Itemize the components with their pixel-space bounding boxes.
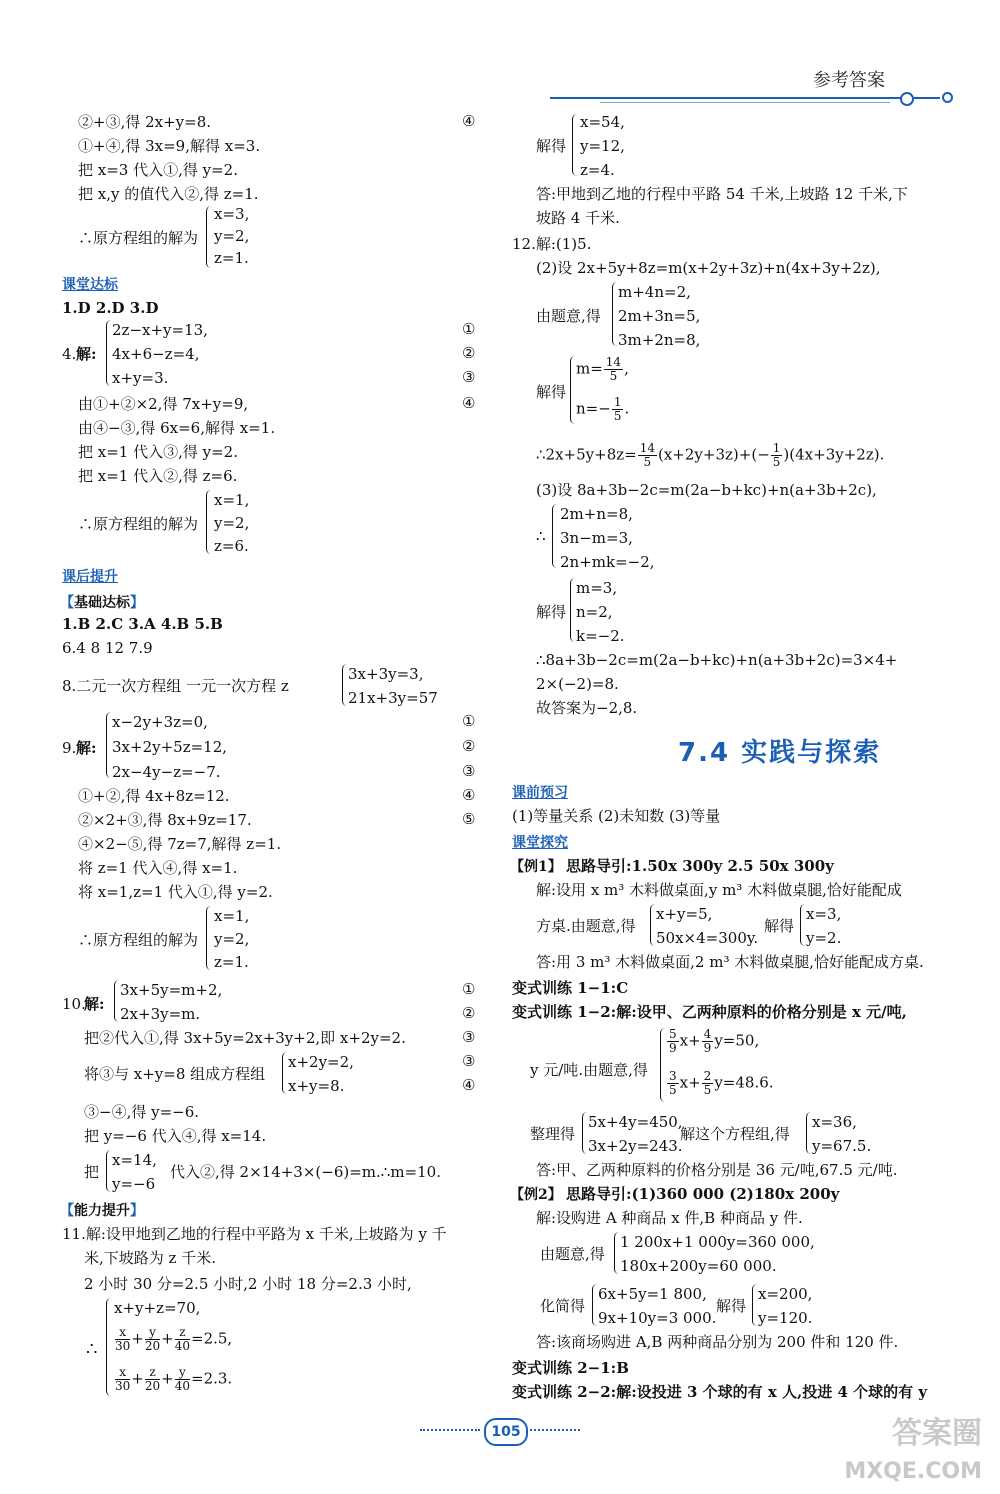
section-title: 7.4 实践与探索 <box>678 738 882 768</box>
solution-line: x=14, <box>112 1151 157 1169</box>
text-line: 由①+②×2,得 7x+y=9, <box>78 395 249 413</box>
result-line: ∴2x+5y+8z= $\frac{14}{5}$ (x+2y+3z)+(− $\frac{1}{5}$ )(4x+3y+2z). <box>536 441 885 469</box>
subsection-tag: 【基础达标】 <box>60 595 144 611</box>
equation-line: $\frac{x}{30}$ + $\frac{y}{20}$ + $\frac{z}{40}$ =2.5, <box>115 1325 233 1353</box>
brace <box>552 504 558 568</box>
eq-number: ④ <box>462 1076 476 1094</box>
text-line: 将③与 x+y=8 组成方程组 <box>84 1065 266 1083</box>
solution-line: n=2, <box>576 603 613 621</box>
text-line: y 元/吨.由题意,得 <box>530 1061 648 1079</box>
fraction: $\frac{1}{5}$ <box>772 441 781 469</box>
solution-line: n=− $\frac{1}{5}$ . <box>576 395 630 423</box>
eq-number: ③ <box>462 1052 476 1070</box>
equation-line: 1 200x+1 000y=360 000, <box>620 1233 815 1251</box>
equation-line: x+2y=2, <box>288 1053 354 1071</box>
equation-line: 3n−m=3, <box>560 529 633 547</box>
text-line: ④×2−⑤,得 7z=7,解得 z=1. <box>78 835 282 853</box>
question-number: 9. <box>62 739 77 757</box>
text-line: ①+④,得 3x=9,解得 x=3. <box>78 137 261 155</box>
text-line: 变式训练 1−2:解:设甲、乙两种原料的价格分别是 x 元/吨, <box>512 1003 907 1021</box>
solution-line: z=6. <box>214 537 249 555</box>
question-number: 4. <box>62 345 77 363</box>
solution-line: x=1, <box>214 491 250 509</box>
solution-line: x=200, <box>758 1285 813 1303</box>
solution-line: y=12, <box>580 137 625 155</box>
fraction: $\frac{x}{30}$ <box>115 1325 131 1353</box>
text-line: 由题意,得 <box>536 307 601 325</box>
section-heading: 课堂达标 <box>62 277 118 293</box>
text-line: 把 x=3 代入①,得 y=2. <box>78 161 238 179</box>
solution-line: y=2, <box>214 227 250 245</box>
footer-dotted-rule <box>420 1429 480 1431</box>
text-line: 整理得 <box>530 1125 576 1143</box>
fraction: $\frac{x}{30}$ <box>115 1365 131 1393</box>
eq-number: ② <box>462 344 476 362</box>
eq-number: ④ <box>462 394 476 412</box>
solution-line: x=36, <box>812 1113 857 1131</box>
therefore-symbol: ∴ <box>86 1339 98 1360</box>
question-number: 10. <box>62 995 86 1013</box>
fraction: $\frac{z}{40}$ <box>174 1325 190 1353</box>
answer-line: 1.D 2.D 3.D <box>62 299 159 317</box>
text-line: 米,下坡路为 z 千米. <box>84 1249 216 1267</box>
text-line: 思路导引:1.50x 300y 2.5 50x 300y <box>566 857 834 875</box>
equation-line: x−2y+3z=0, <box>112 713 208 731</box>
eq-number: ④ <box>462 786 476 804</box>
solution-line: k=−2. <box>576 627 625 645</box>
example-tag: 【例1】 <box>510 859 562 875</box>
solution-label: 解: <box>76 345 97 363</box>
text-line: 把 y=−6 代入④,得 x=14. <box>84 1127 267 1145</box>
text-line: 变式训练 2−2:解:设投进 3 个球的有 x 人,投进 4 个球的有 y <box>512 1383 928 1401</box>
text-line: 方桌.由题意,得 <box>536 917 636 935</box>
text-line: ∴原方程组的解为 <box>78 229 199 247</box>
fraction: $\frac{14}{5}$ <box>605 355 622 383</box>
text-line: ∴原方程组的解为 <box>78 931 199 949</box>
text-line: 故答案为−2,8. <box>536 699 638 717</box>
text-line: 把 x=1 代入③,得 y=2. <box>78 443 238 461</box>
text-line: 解得 <box>764 917 795 935</box>
eq-number: ④ <box>462 112 476 130</box>
text-line: 思路导引:(1)360 000 (2)180x 200y <box>566 1185 840 1203</box>
header-rule <box>550 97 940 99</box>
solution-line: y=2. <box>806 929 842 947</box>
text-line: 由题意,得 <box>540 1245 605 1263</box>
equation-line: 5x+4y=450, <box>588 1113 683 1131</box>
solution-line: z=1. <box>214 249 249 267</box>
equation-line: 6x+5y=1 800, <box>598 1285 707 1303</box>
equation-line: 2z−x+y=13, <box>112 321 208 339</box>
subsection-tag-label: 能力提升 <box>74 1203 130 1219</box>
fraction: $\frac{z}{20}$ <box>144 1365 161 1393</box>
eq-number: ⑤ <box>462 810 476 828</box>
text-line: 答:甲地到乙地的行程中平路 54 千米,上坡路 12 千米,下 <box>536 185 908 203</box>
text-line: 将 x=1,z=1 代入①,得 y=2. <box>78 883 273 901</box>
equation-line: x+y=3. <box>112 369 169 387</box>
equation-line: x+y=8. <box>288 1077 345 1095</box>
solution-label: 解: <box>84 995 105 1013</box>
section-heading: 课堂探究 <box>512 835 568 851</box>
equation-line: 3x+2y+5z=12, <box>112 738 228 756</box>
text-line: 把 <box>84 1163 100 1181</box>
text-line: ∴8a+3b−2c=m(2a−b+kc)+n(a+3b+2c)=3×4+ <box>536 651 898 669</box>
fraction: $\frac{1}{5}$ <box>613 395 622 423</box>
solution-line: x=3, <box>214 205 250 223</box>
equation-line: 21x+3y=57 <box>348 689 438 707</box>
text-line: 把 x=1 代入②,得 z=6. <box>78 467 238 485</box>
solution-line: y=−6 <box>112 1175 156 1193</box>
equation-line: $\frac{x}{30}$ + $\frac{z}{20}$ + $\frac{y}{40}$ =2.3. <box>115 1365 233 1393</box>
subsection-tag-label: 基础达标 <box>74 595 130 611</box>
equation-line: x+y+z=70, <box>114 1299 201 1317</box>
equation-line: $\frac{5}{9}$ x+ $\frac{4}{9}$ y=50, <box>669 1027 760 1055</box>
brace <box>206 206 212 268</box>
brace <box>106 1298 112 1396</box>
eq-number: ③ <box>462 1028 476 1046</box>
solution-line: x=54, <box>580 113 625 131</box>
equation-line: 4x+6−z=4, <box>112 345 200 363</box>
text-line: 2 小时 30 分=2.5 小时,2 小时 18 分=2.3 小时, <box>84 1275 412 1293</box>
solution-line: z=1. <box>214 953 249 971</box>
equation-line: 2n+mk=−2, <box>560 553 655 571</box>
text-line: 11.解:设甲地到乙地的行程中平路为 x 千米,上坡路为 y 千 <box>62 1225 447 1243</box>
fraction: $\frac{y}{20}$ <box>144 1325 161 1353</box>
text-line: 由④−③,得 6x=6,解得 x=1. <box>78 419 276 437</box>
text-line: 把②代入①,得 3x+5y=2x+3y+2,即 x+2y=2. <box>84 1029 406 1047</box>
solution-line: z=4. <box>580 161 615 179</box>
text-line: 化简得 <box>540 1297 586 1315</box>
text-line: 解这个方程组,得 <box>680 1125 790 1143</box>
eq-number: ③ <box>462 762 476 780</box>
section-heading: 课后提升 <box>62 569 118 585</box>
text-line: 将 z=1 代入④,得 x=1. <box>78 859 238 877</box>
text-line: ②+③,得 2x+y=8. <box>78 113 212 131</box>
equation-line: 9x+10y=3 000. <box>598 1309 717 1327</box>
equation-line: 2m+3n=5, <box>618 307 701 325</box>
text-line: 解:设购进 A 种商品 x 件,B 种商品 y 件. <box>536 1209 803 1227</box>
text-line: 2×(−2)=8. <box>536 675 619 693</box>
text-line: 变式训练 1−1:C <box>512 979 629 997</box>
text-line: (3)设 8a+3b−2c=m(2a−b+kc)+n(a+3b+2c), <box>536 481 877 499</box>
text-line: 解得 <box>716 1297 747 1315</box>
watermark-logo: 答案圈 <box>892 1416 982 1451</box>
fraction: $\frac{2}{5}$ <box>703 1069 712 1097</box>
answer-line: 8.二元一次方程组 一元一次方程 z <box>62 677 289 695</box>
text-line: 解得 <box>536 383 567 401</box>
header-ornament-dot <box>900 92 914 106</box>
equation-line: x+y=5, <box>656 905 713 923</box>
eq-number: ② <box>462 1004 476 1022</box>
brace <box>206 906 212 970</box>
answer-line: 6.4 8 12 7.9 <box>62 639 153 657</box>
subsection-tag: 【能力提升】 <box>60 1203 144 1219</box>
fraction: $\frac{4}{9}$ <box>703 1027 712 1055</box>
header-ornament-dot <box>942 92 953 103</box>
equation-line: 2x−4y−z=−7. <box>112 763 221 781</box>
text-line: ③−④,得 y=−6. <box>84 1103 200 1121</box>
therefore-symbol: ∴ <box>536 527 546 545</box>
solution-line: y=67.5. <box>812 1137 872 1155</box>
brace <box>572 114 578 176</box>
text-line: 答:该商场购进 A,B 两种商品分别为 200 件和 120 件. <box>536 1333 899 1351</box>
text-line: 把 x,y 的值代入②,得 z=1. <box>78 185 259 203</box>
answer-line: 1.B 2.C 3.A 4.B 5.B <box>62 615 223 633</box>
solution-line: x=3, <box>806 905 842 923</box>
header-rule-secondary <box>600 102 890 103</box>
equation-line: 3x+3y=3, <box>348 665 424 683</box>
solution-line: y=2, <box>214 514 250 532</box>
equation-line: 3x+2y=243. <box>588 1137 683 1155</box>
fraction: $\frac{y}{40}$ <box>174 1365 190 1393</box>
solution-line: y=120. <box>758 1309 813 1327</box>
equation-line: 2m+n=8, <box>560 505 633 523</box>
text-line: ②×2+③,得 8x+9z=17. <box>78 811 252 829</box>
equation-line: m+4n=2, <box>618 283 691 301</box>
page-number: 105 <box>484 1418 528 1446</box>
text-line: 解:设用 x m³ 木料做桌面,y m³ 木料做桌腿,恰好能配成 <box>536 881 902 899</box>
text-line: ∴原方程组的解为 <box>78 515 199 533</box>
page-header-title: 参考答案 <box>813 70 885 91</box>
solution-label: 解: <box>76 739 97 757</box>
text-line: ①+②,得 4x+8z=12. <box>78 787 230 805</box>
question-line: 12.解:(1)5. <box>512 235 592 253</box>
text-line: (2)设 2x+5y+8z=m(x+2y+3z)+n(4x+3y+2z), <box>536 259 881 277</box>
eq-number: ① <box>462 712 476 730</box>
section-heading: 课前预习 <box>512 785 568 801</box>
text-line: 答:用 3 m³ 木料做桌面,2 m³ 木料做桌腿,恰好能配成方桌. <box>536 953 924 971</box>
solution-line: m=3, <box>576 579 618 597</box>
eq-number: ① <box>462 320 476 338</box>
brace <box>206 490 212 554</box>
watermark-url: MXQE.COM <box>844 1459 982 1484</box>
answer-line: (1)等量关系 (2)未知数 (3)等量 <box>512 807 721 825</box>
fraction: $\frac{5}{9}$ <box>669 1027 677 1055</box>
equation-line: 2x+3y=m. <box>120 1005 201 1023</box>
equation-line: 3x+5y=m+2, <box>120 981 223 999</box>
text-line: 解得 <box>536 137 567 155</box>
fraction: $\frac{14}{5}$ <box>639 441 655 469</box>
eq-number: ① <box>462 980 476 998</box>
equation-line: 50x×4=300y. <box>656 929 759 947</box>
eq-number: ③ <box>462 368 476 386</box>
text-line: 变式训练 2−1:B <box>512 1359 629 1377</box>
text-line: 坡路 4 千米. <box>536 209 620 227</box>
equation-line: 180x+200y=60 000. <box>620 1257 777 1275</box>
solution-line: y=2, <box>214 930 250 948</box>
footer-dotted-rule <box>530 1429 580 1431</box>
example-tag: 【例2】 <box>510 1187 562 1203</box>
solution-line: x=1, <box>214 907 250 925</box>
text-line: 代入②,得 2×14+3×(−6)=m.∴m=10. <box>170 1163 441 1181</box>
eq-number: ② <box>462 737 476 755</box>
equation-line: 3m+2n=8, <box>618 331 701 349</box>
text-line: 解得 <box>536 603 567 621</box>
text-line: 答:甲、乙两种原料的价格分别是 36 元/吨,67.5 元/吨. <box>536 1161 898 1179</box>
equation-line: $\frac{3}{5}$ x+ $\frac{2}{5}$ y=48.6. <box>669 1069 774 1097</box>
solution-line: m= $\frac{14}{5}$ , <box>576 355 629 383</box>
fraction: $\frac{3}{5}$ <box>669 1069 677 1097</box>
